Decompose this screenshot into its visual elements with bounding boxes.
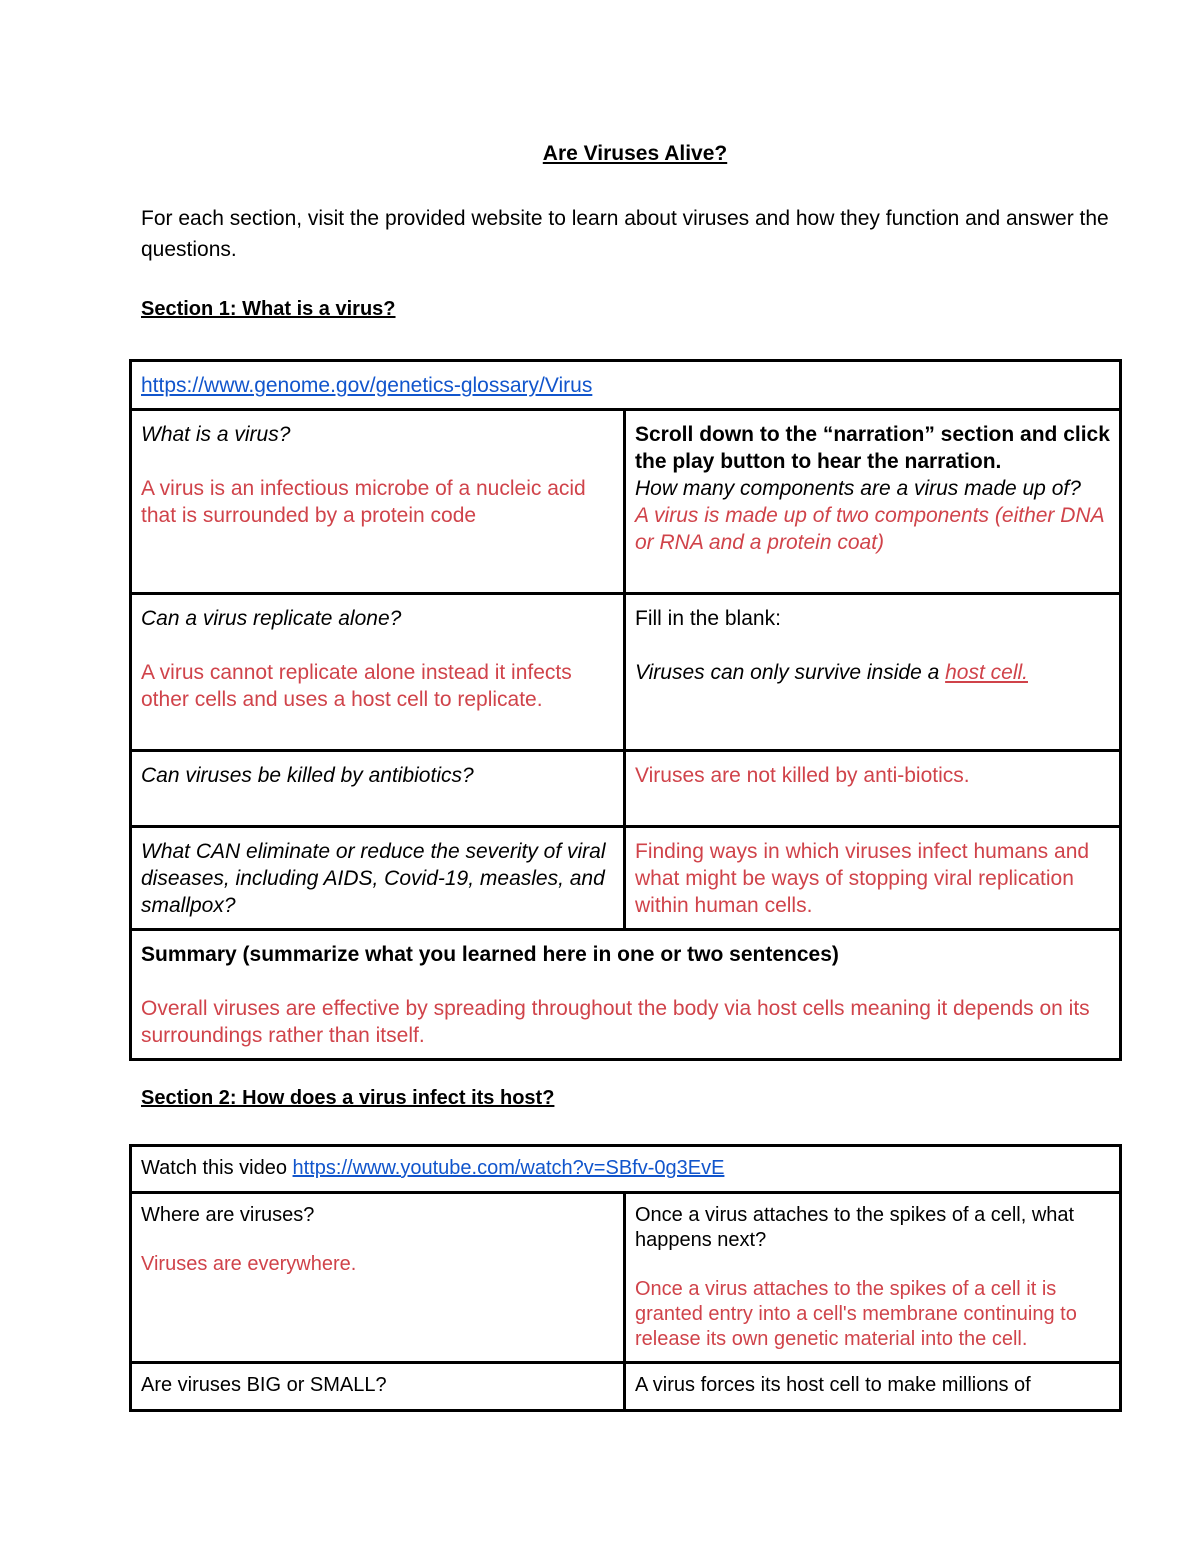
question-cell xyxy=(625,1363,1121,1411)
question-components: How many components are a virus made up of? xyxy=(635,477,1081,500)
narration-instruction: Scroll down to the “narration” section and click the play button to hear the narration. xyxy=(635,423,1110,473)
section-2-heading: Section 2: How does a virus infect its host? xyxy=(141,1087,555,1109)
question-cell xyxy=(131,410,625,594)
answer-after-attach: Once a virus attaches to the spikes of a cell it is granted entry into a cell's membrane continuing to release its own genetic material into the cell. xyxy=(635,1278,1077,1350)
question-cell xyxy=(131,594,625,751)
question-cell xyxy=(625,594,1121,751)
question-antibiotics: Can viruses be killed by antibiotics? xyxy=(141,764,474,787)
answer-cell xyxy=(625,827,1121,930)
question-what-is-virus: What is a virus? xyxy=(141,423,291,446)
summary-cell xyxy=(131,930,1121,1060)
answer-components: A virus is made up of two components (either DNA or RNA and a protein coat) xyxy=(635,504,1104,554)
intro-text: For each section, visit the provided website to learn about viruses and how they function and answer the questions. xyxy=(141,207,1109,261)
section-1-heading: Section 1: What is a virus? xyxy=(141,298,396,320)
question-cell xyxy=(131,751,625,827)
answer-replicate-alone: A virus cannot replicate alone instead it infects other cells and uses a host cell to replicate. xyxy=(141,661,572,711)
question-millions: A virus forces its host cell to make millions of xyxy=(635,1374,1031,1396)
answer-antibiotics: Viruses are not killed by anti-biotics. xyxy=(635,764,970,787)
youtube-video-link[interactable]: https://www.youtube.com/watch?v=SBfv-0g3EvE xyxy=(292,1157,725,1179)
answer-cell xyxy=(625,751,1121,827)
page-title: Are Viruses Alive? xyxy=(542,142,728,165)
question-cell xyxy=(131,1363,625,1411)
question-after-attach: Once a virus attaches to the spikes of a cell, what happens next? xyxy=(635,1204,1075,1251)
answer-what-is-virus: A virus is an infectious microbe of a nucleic acid that is surrounded by a protein code xyxy=(141,477,586,527)
question-eliminate-severity: What CAN eliminate or reduce the severity of viral diseases, including AIDS, Covid-19, measles, and smallpox? xyxy=(141,840,606,917)
summary-answer: Overall viruses are effective by spreading throughout the body via host cells meaning it depends on its surroundings rather than itself. xyxy=(141,997,1090,1047)
question-where-viruses: Where are viruses? xyxy=(141,1204,315,1226)
answer-where-viruses: Viruses are everywhere. xyxy=(141,1253,357,1275)
section-1-table xyxy=(129,359,1122,1061)
question-cell xyxy=(131,1193,625,1363)
fill-in-blank-prefix: Viruses can only survive inside a xyxy=(635,661,946,684)
video-prefix: Watch this video xyxy=(141,1157,293,1179)
video-cell xyxy=(131,1146,1121,1193)
answer-eliminate-severity: Finding ways in which viruses infect humans and what might be ways of stopping viral replication within human cells. xyxy=(635,840,1090,917)
summary-label: Summary (summarize what you learned here in one or two sentences) xyxy=(141,943,839,966)
question-big-small: Are viruses BIG or SMALL? xyxy=(141,1374,387,1396)
genome-glossary-link[interactable]: https://www.genome.gov/genetics-glossary/Virus xyxy=(141,374,593,397)
section-1-link-cell xyxy=(131,361,1121,410)
question-cell xyxy=(131,827,625,930)
fill-in-blank-label: Fill in the blank: xyxy=(635,607,781,630)
fill-in-blank-answer: host cell. xyxy=(945,661,1028,684)
question-cell xyxy=(625,410,1121,594)
fill-in-blank-sentence xyxy=(635,659,1110,686)
section-2-table xyxy=(129,1144,1122,1412)
question-replicate-alone: Can a virus replicate alone? xyxy=(141,607,402,630)
question-cell xyxy=(625,1193,1121,1363)
